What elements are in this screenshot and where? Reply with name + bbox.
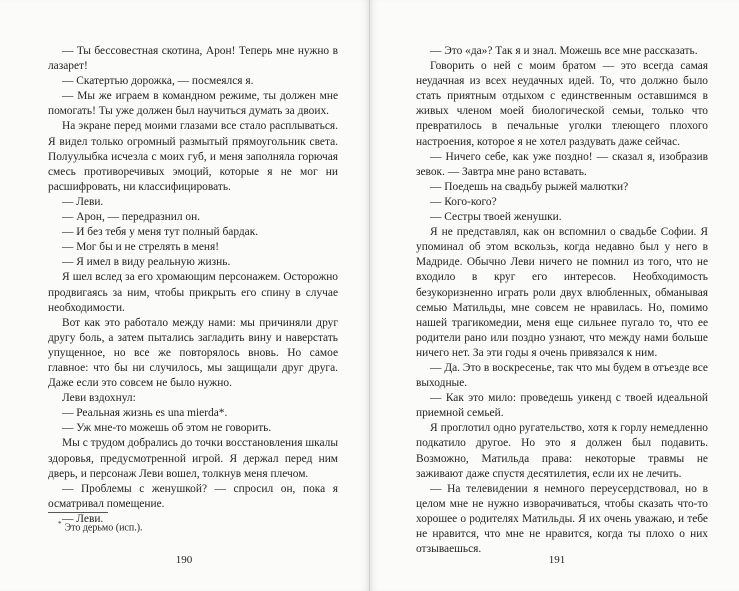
paragraph: Леви вздохнул: [62, 392, 136, 405]
paragraph: — Ты бессовестная скотина, Арон! Теперь мне нужно в лазарет! [48, 45, 338, 73]
paragraph: Я не представлял, как он вспомнил о свадьбе Софии. Я упоминал об этом вскользь, когда недавно был у него в Мадриде. Обычно Леви ничего не помнил из того, что не входило в круг его интересов. Необходимость безукоризненно играть роли двух влюбленных, обманывая семью Матильды, мне совсем не нравилась. Но, помимо нашей трагикомедии, меня еще сильнее пугало то, что ее родители рано или поздно узнают, что между нами больше ничего нет. За эти годы я очень привязался к ним. [416, 226, 708, 359]
paragraph: — Я имел в виду реальную жизнь. [62, 256, 231, 269]
paragraph: — Уж мне-то можешь об этом не говорить. [62, 422, 272, 435]
paragraph: — Реальная жизнь es una mierda*. [62, 407, 228, 420]
paragraph: — Кого-кого? [430, 195, 497, 208]
paragraph: — И без тебя у меня тут полный бардак. [62, 226, 259, 239]
paragraph: — Леви. [62, 512, 104, 525]
left-page-text [48, 44, 338, 527]
paragraph: — Мог бы и не стрелять в меня! [62, 241, 220, 254]
footnote-text: Это дерьмо (исп.). [64, 522, 143, 534]
paragraph: Я проглотил одно ругательство, хотя к горлу немедленно подкатило другое. Но это я должен был подавить. Возможно, Матильда права: некоторые травмы не заживают даже спустя десятилетия, если их не лечить. [416, 422, 708, 480]
paragraph: Я шел вслед за его хромающим персонажем. Осторожно продвигаясь за ним, чтобы прикрыть его спину в случае необходимости. [48, 271, 338, 314]
paragraph: Мы с трудом добрались до точки восстановления шкалы здоровья, предусмотренной игрой. Я держал перед ним дверь, и персонаж Леви вошел, толкнув меня плечом. [48, 437, 338, 480]
paragraph: — Скатертью дорожка, — посмеялся я. [62, 75, 254, 88]
footnote-mark: * [58, 520, 62, 528]
paragraph: — Сестры твоей женушки. [430, 211, 562, 224]
footnote [58, 518, 143, 534]
paragraph: — Как это мило: проведешь уикенд с твоей идеальной приемной семьей. [416, 392, 708, 420]
paragraph: — На телевидении я немного переусердствовал, но в целом мне не нужно изворачиваться, чтобы сказать что-то хорошее о родителях Матильды. Я их очень уважаю, и тебе не нравится, что мне не нравится, когда ты плохо о них отзываешься. [416, 482, 708, 556]
right-page-text [416, 44, 708, 557]
paragraph: — Поедешь на свадьбу рыжей малютки? [430, 180, 629, 193]
paragraph: Говорить о ней с моим братом — это всегда самая неудачная из всех неудачных идей. То, что должно было стать приятным отдыхом с единственным оставшимся в живых членом моей биологической семьи, только что превратилось в печальные уголки тлеющего плохого настроения, которое я не хотел раздувать даже сейчас. [416, 60, 708, 148]
right-page [370, 0, 739, 591]
paragraph: На экране перед моими глазами все стало расплываться. Я видел только огромный размытый прямоугольник света. Полуулыбка исчезла с моих губ, и меня заполняла горючая смесь противоречивых эмоций, которые я не мог ни расшифровать, ни классифицировать. [48, 120, 338, 193]
paragraph: — Мы же играем в командном режиме, ты должен мне помогать! Ты уже должен был научиться думать за двоих. [48, 90, 338, 118]
paragraph: — Ничего себе, как уже поздно! — сказал я, изобразив зевок. — Завтра мне рано вставать. [416, 150, 708, 178]
paragraph: — Да. Это в воскресенье, так что мы будем в отъезде все выходные. [416, 361, 708, 390]
paragraph: — Проблемы с женушкой? — спросил он, пока я осматривал помещение. [48, 482, 338, 510]
page-number-right: 191 [548, 554, 566, 566]
paragraph: Вот как это работало между нами: мы причиняли друг другу боль, а затем пытались загладить вину и наверстать упущенное, но все же повторялось вновь. Но самое главное: что бы ни случилось, мы защищали друг друга. Даже если это совсем не было нужно. [48, 316, 338, 390]
paragraph: — Леви. [62, 195, 104, 208]
paragraph: — Это «да»? Так я и знал. Можешь все мне рассказать. [430, 45, 698, 57]
page-number-left: 190 [175, 554, 193, 566]
paragraph: — Арон, — передразнил он. [62, 211, 201, 224]
footnote-divider [48, 512, 108, 513]
